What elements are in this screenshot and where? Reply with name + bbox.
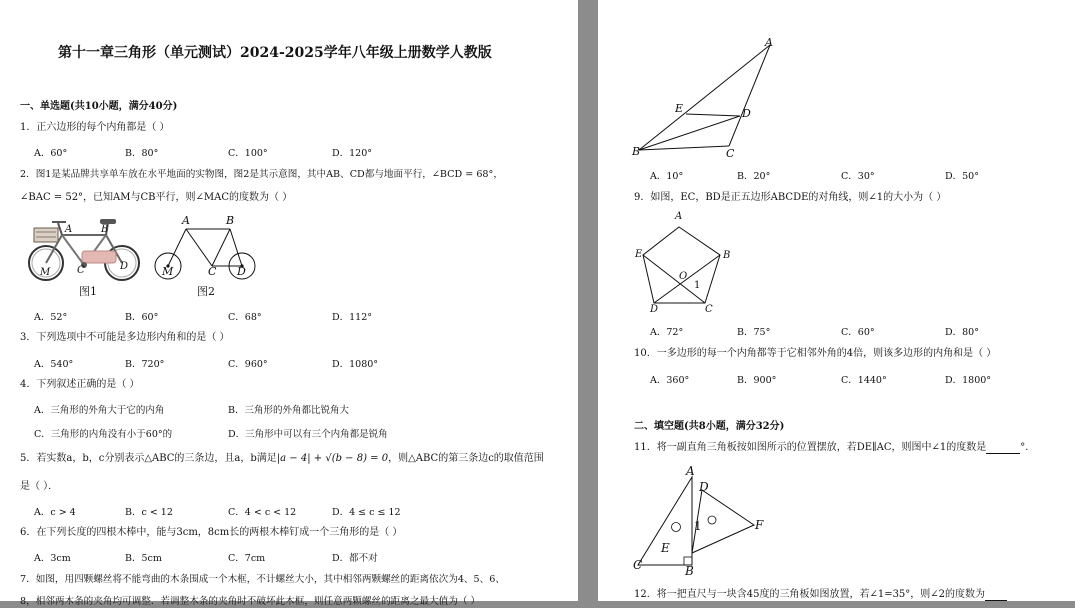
q9-label-b: B <box>723 250 731 261</box>
q5-stem-line2: 是（ ）． <box>20 481 59 492</box>
q2-fig2-label-b: B <box>226 214 235 227</box>
q9-stem: 9．如图，EC，BD是正五边形ABCDE的对角线，则∠1的大小为（ ） <box>634 192 947 203</box>
q3-option-d[interactable]: D．1080° <box>332 359 379 370</box>
q11-suffix: °． <box>1020 442 1036 453</box>
q5-option-b[interactable]: B．c < 12 <box>125 507 173 518</box>
q11-label-angle1: 1 <box>694 519 702 533</box>
q8-option-a[interactable]: A．10° <box>650 171 684 182</box>
q2-fig2-label-d: D <box>237 265 246 278</box>
q8-label-a: A <box>765 36 773 49</box>
q9-label-o: O <box>679 271 688 282</box>
q6-option-d[interactable]: D．都不对 <box>332 553 378 564</box>
q9-option-d[interactable]: D．80° <box>945 327 979 338</box>
q4-option-a[interactable]: A．三角形的外角大于它的内角 <box>34 405 165 416</box>
q9-label-angle1: 1 <box>694 280 701 291</box>
q1-stem: 1．正六边形的每个内角都是（ ） <box>20 122 170 133</box>
q4-option-d[interactable]: D．三角形中可以有三个内角都是锐角 <box>228 429 388 440</box>
q12-stem: 12．将一把直尺与一块含45度的三角板如图放置，若∠1=35°，则∠2的度数为 <box>634 589 986 600</box>
q5-option-c[interactable]: C．4 < c < 12 <box>228 507 297 518</box>
q2-fig2-label-m: M <box>162 265 174 278</box>
q8-option-c[interactable]: C．30° <box>841 171 875 182</box>
q3-option-c[interactable]: C．960° <box>228 359 268 370</box>
q5-option-d[interactable]: D．4 ≤ c ≤ 12 <box>332 507 401 518</box>
q5-formula: |a − 4| + √(b − 8) = 0 <box>276 453 389 464</box>
q10-option-b[interactable]: B．900° <box>737 375 777 386</box>
q8-label-c: C <box>726 147 735 160</box>
q12-answer-blank[interactable] <box>985 590 1007 601</box>
q9-option-c[interactable]: C．60° <box>841 327 875 338</box>
q11-answer-blank[interactable] <box>986 443 1020 454</box>
q2-stem-line2: ∠BAC = 52°，已知AM与CB平行，则∠MAC的度数为（ ） <box>20 192 293 203</box>
q2-option-c[interactable]: C．68° <box>228 312 262 323</box>
q2-option-d[interactable]: D．112° <box>332 312 372 323</box>
page-title: 第十一章三角形（单元测试）2024-2025学年八年级上册数学人教版 <box>58 45 492 61</box>
q9-label-e: E <box>635 249 643 260</box>
q6-option-c[interactable]: C．7cm <box>228 553 266 564</box>
q2-fig2-label-a: A <box>182 214 190 227</box>
q2-fig1-label-d: D <box>120 261 129 272</box>
q5-stem-part2: ，则△ABC的第三条边c的取值范围 <box>388 453 544 464</box>
q3-stem: 3．下列选项中不可能是多边形内角和的是（ ） <box>20 332 230 343</box>
q11-label-c: C <box>633 558 643 572</box>
q8-label-d: D <box>742 107 751 120</box>
q1-option-c[interactable]: C．100° <box>228 148 268 159</box>
q2-fig2-caption: 图2 <box>197 285 215 298</box>
q5-stem-line1 <box>20 453 544 465</box>
q1-option-d[interactable]: D．120° <box>332 148 372 159</box>
q2-fig1-label-b: B <box>101 224 109 235</box>
q11-stem-line <box>634 442 1035 454</box>
q2-fig2-label-c: C <box>208 265 217 278</box>
q2-fig1-label-a: A <box>65 224 73 235</box>
q8-option-d[interactable]: D．50° <box>945 171 979 182</box>
q6-option-b[interactable]: B．5cm <box>125 553 162 564</box>
q1-option-b[interactable]: B．80° <box>125 148 159 159</box>
q5-option-a[interactable]: A．c > 4 <box>34 507 76 518</box>
section-fill-in: 二、填空题(共8小题，满分32分) <box>634 421 785 432</box>
q5-stem-part1: 5．若实数a，b，c分别表示△ABC的三条边，且a，b满足 <box>20 453 277 464</box>
q11-label-a: A <box>686 464 695 478</box>
q2-fig1-caption: 图1 <box>79 285 97 298</box>
q9-label-c: C <box>705 304 713 315</box>
q6-stem: 6．在下列长度的四根木棒中，能与3cm，8cm长的两根木棒钉成一个三角形的是（ ） <box>20 527 403 538</box>
q11-label-b: B <box>685 564 694 578</box>
q10-option-a[interactable]: A．360° <box>650 375 690 386</box>
q10-stem: 10．一多边形的每一个内角都等于它相邻外角的4倍，则该多边形的内角和是（ ） <box>634 348 997 359</box>
q9-option-b[interactable]: B．75° <box>737 327 771 338</box>
q3-option-b[interactable]: B．720° <box>125 359 165 370</box>
q2-fig1-label-c: C <box>77 265 85 276</box>
q2-option-b[interactable]: B．60° <box>125 312 159 323</box>
q7-stem-line2: 8，相邻两木条的夹角均可调整．若调整木条的夹角时不破坏此木框，则任意两颗螺丝的距离之最大值为（ ） <box>20 596 481 607</box>
q2-option-a[interactable]: A．52° <box>34 312 68 323</box>
q8-label-e: E <box>675 102 684 115</box>
q8-option-b[interactable]: B．20° <box>737 171 771 182</box>
q7-stem-line1: 7．如图，用四颗螺丝将不能弯曲的木条围成一个木框，不计螺丝大小，其中相邻两颗螺丝的距离依次为4、5、6、 <box>20 574 505 585</box>
q11-stem: 11．将一副直角三角板按如图所示的位置摆放，若DE∥AC，则图中∠1的度数是 <box>634 442 987 453</box>
q4-option-b[interactable]: B．三角形的外角都比锐角大 <box>228 405 349 416</box>
q2-stem-line1: 2．图1是某品牌共享单车放在水平地面的实物图，图2是其示意图，其中AB、CD都与地面平行，∠BCD = 68°， <box>20 169 503 180</box>
q6-option-a[interactable]: A．3cm <box>34 553 71 564</box>
q9-figure-pentagon <box>638 215 738 315</box>
q11-label-d: D <box>699 480 709 494</box>
page-right <box>598 0 1075 601</box>
q12-stem-line <box>634 589 1007 601</box>
q4-option-c[interactable]: C．三角形的内角没有小于60°的 <box>34 429 173 440</box>
q11-label-e: E <box>661 541 670 555</box>
q3-option-a[interactable]: A．540° <box>34 359 74 370</box>
q2-fig1-label-m: M <box>40 267 51 278</box>
q9-label-a: A <box>675 211 683 222</box>
q8-label-b: B <box>632 145 641 158</box>
q1-option-a[interactable]: A．60° <box>34 148 68 159</box>
q9-option-a[interactable]: A．72° <box>650 327 684 338</box>
q8-figure-triangle <box>628 38 788 160</box>
q10-option-c[interactable]: C．1440° <box>841 375 887 386</box>
q10-option-d[interactable]: D．1800° <box>945 375 992 386</box>
q9-label-d: D <box>650 304 659 315</box>
q4-stem: 4．下列叙述正确的是（ ） <box>20 379 140 390</box>
q11-label-f: F <box>755 518 764 532</box>
section-single-choice: 一、单选题(共10小题，满分40分) <box>20 101 178 112</box>
